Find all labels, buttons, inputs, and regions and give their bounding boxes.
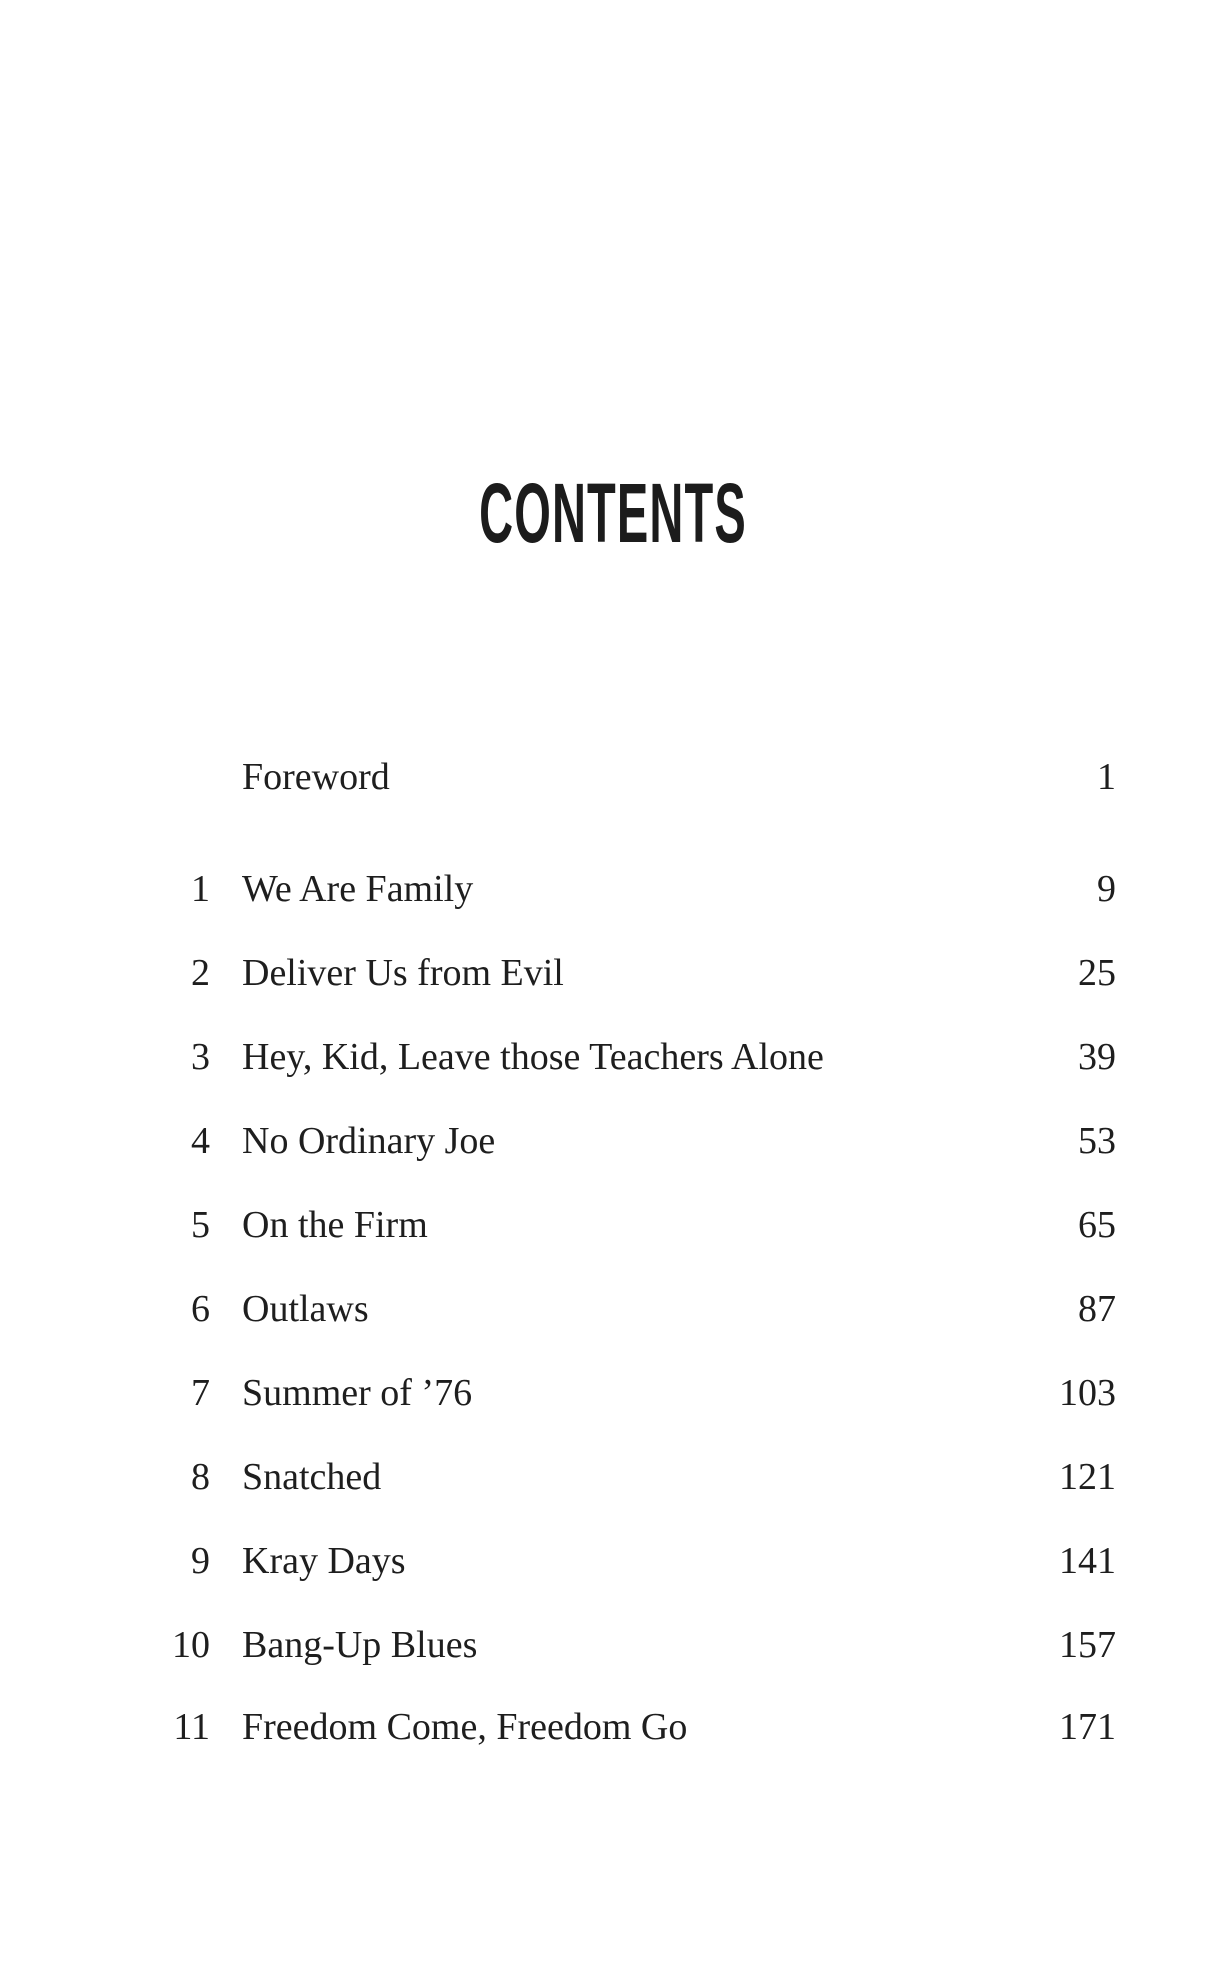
chapter-number: 2 bbox=[191, 952, 210, 994]
page-number: 171 bbox=[1059, 1706, 1116, 1748]
chapter-title: Outlaws bbox=[242, 1288, 369, 1330]
chapter-title: Kray Days bbox=[242, 1540, 406, 1582]
toc-entry bbox=[0, 1111, 1226, 1171]
page-number: 87 bbox=[1078, 1288, 1116, 1330]
page-number: 53 bbox=[1078, 1120, 1116, 1162]
chapter-title: Bang-Up Blues bbox=[242, 1624, 478, 1666]
contents-heading-text: CONTENTS bbox=[479, 466, 747, 560]
page-number: 141 bbox=[1059, 1540, 1116, 1582]
chapter-number: 11 bbox=[173, 1706, 210, 1748]
toc-entry bbox=[0, 1531, 1226, 1591]
toc-entry bbox=[0, 859, 1226, 919]
chapter-number: 3 bbox=[191, 1036, 210, 1078]
chapter-number: 7 bbox=[191, 1372, 210, 1414]
chapter-number: 10 bbox=[172, 1624, 210, 1666]
toc-entry bbox=[0, 1279, 1226, 1339]
toc-entry bbox=[0, 1027, 1226, 1087]
toc-entry bbox=[0, 1195, 1226, 1255]
page-number: 39 bbox=[1078, 1036, 1116, 1078]
toc-entry bbox=[0, 1363, 1226, 1423]
page-number: 157 bbox=[1059, 1624, 1116, 1666]
chapter-number: 8 bbox=[191, 1456, 210, 1498]
toc-entry-foreword bbox=[0, 747, 1226, 807]
chapter-title: We Are Family bbox=[242, 868, 474, 910]
page-number: 103 bbox=[1059, 1372, 1116, 1414]
chapter-title: Foreword bbox=[242, 756, 390, 798]
chapter-title: Summer of ’76 bbox=[242, 1372, 473, 1414]
page-number: 25 bbox=[1078, 952, 1116, 994]
toc-entry bbox=[0, 1615, 1226, 1675]
page-number: 121 bbox=[1059, 1456, 1116, 1498]
chapter-title: Deliver Us from Evil bbox=[242, 952, 564, 994]
chapter-title: Snatched bbox=[242, 1456, 382, 1498]
toc-entry bbox=[0, 943, 1226, 1003]
chapter-title: No Ordinary Joe bbox=[242, 1120, 496, 1162]
chapter-number: 9 bbox=[191, 1540, 210, 1582]
chapter-number: 5 bbox=[191, 1204, 210, 1246]
chapter-number: 6 bbox=[191, 1288, 210, 1330]
chapter-title: Hey, Kid, Leave those Teachers Alone bbox=[242, 1036, 824, 1078]
chapter-title: Freedom Come, Freedom Go bbox=[242, 1706, 688, 1748]
chapter-title: On the Firm bbox=[242, 1204, 428, 1246]
page-number: 1 bbox=[1097, 756, 1116, 798]
chapter-number: 4 bbox=[191, 1120, 210, 1162]
page-number: 65 bbox=[1078, 1204, 1116, 1246]
chapter-number: 1 bbox=[191, 868, 210, 910]
page-number: 9 bbox=[1097, 868, 1116, 910]
toc-entry bbox=[0, 1447, 1226, 1507]
toc-entry bbox=[0, 1697, 1226, 1757]
contents-heading bbox=[0, 458, 1226, 568]
